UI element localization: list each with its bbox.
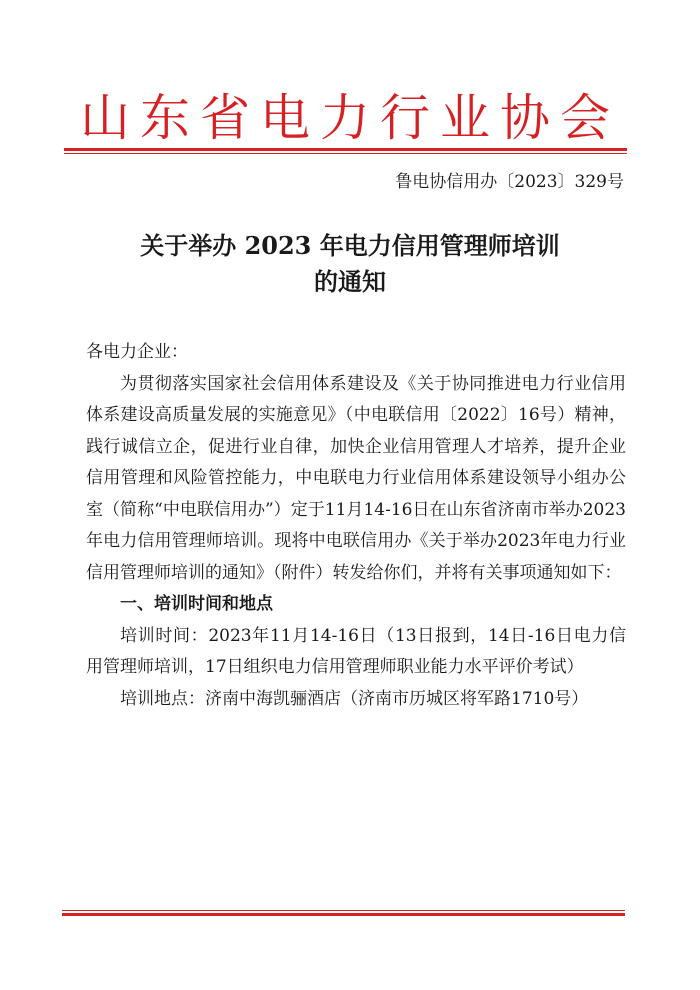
footer-rule-thick [62, 913, 625, 916]
salutation: 各电力企业： [86, 342, 188, 362]
training-time-paragraph: 培训时间：2023年11月14-16日（13日报到，14日-16日电力信用管理师培训，17日组织电力信用管理师职业能力水平评价考试） [86, 625, 626, 677]
header-rule-thin [64, 153, 627, 154]
document-title-line2: 的通知 [314, 267, 386, 296]
organization-header: 山东省电力行业协会 [80, 89, 620, 147]
intro-paragraph: 为贯彻落实国家社会信用体系建设及《关于协同推进电力行业信用体系建设高质量发展的实施意见》（中电联信用〔2022〕16号）精神，践行诚信立企，促进行业自律，加快企业信用管理人才培养，提升企业信用管理和风险管控能力，中电联电力行业信用体系建设领导小组办公室（简称“中电联信用办”）定于11月14-16日在山东省济南市举办2023年电力信用管理师培训。现将中电联信用办《关于举办2023年电力行业信用管理师培训的通知》（附件）转发给你们，并将有关事项通知如下： [86, 373, 626, 583]
document-body [86, 337, 626, 715]
document-number: 鲁电协信用办〔2023〕329号 [395, 172, 624, 192]
training-place-paragraph: 培训地点：济南中海凯骊酒店（济南市历城区将军路1710号） [120, 688, 589, 709]
document-title-line1: 关于举办 2023 年电力信用管理师培训 [140, 231, 560, 260]
footer-rule-thin [62, 910, 625, 911]
header-rule-thick [64, 148, 627, 151]
section-heading: 一、培训时间和地点 [120, 594, 273, 614]
